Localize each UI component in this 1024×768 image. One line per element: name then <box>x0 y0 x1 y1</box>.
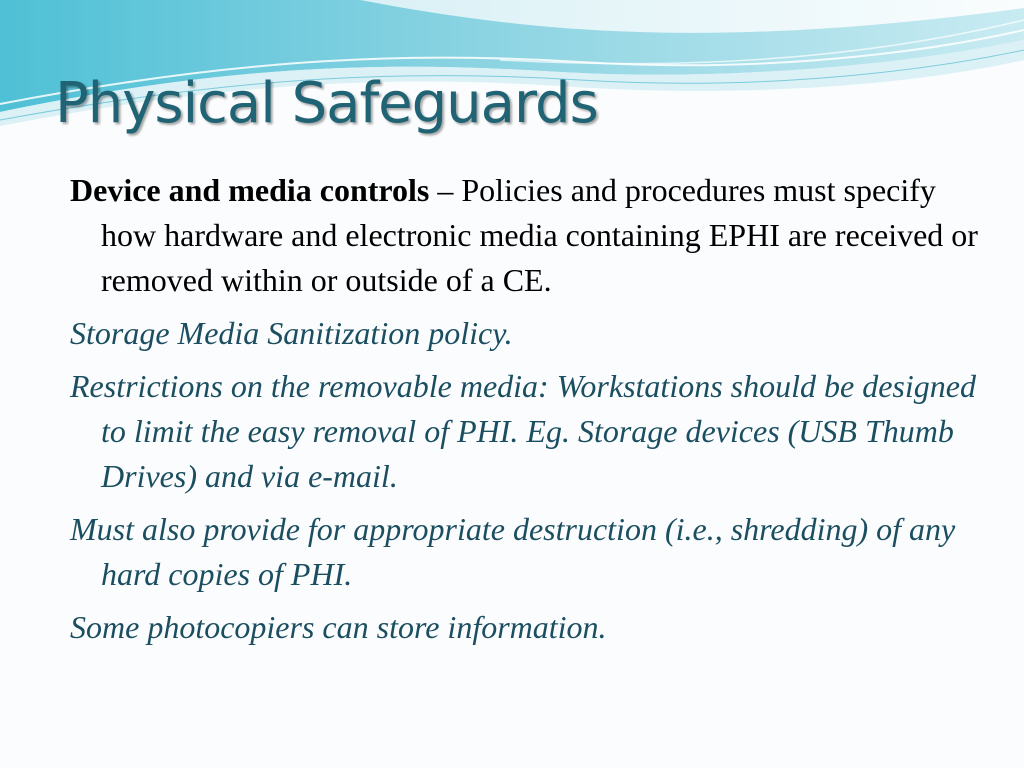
paragraph-storage-sanitization: Storage Media Sanitization policy. <box>70 315 513 351</box>
slide-content <box>70 168 990 658</box>
paragraph-device-media-controls <box>70 168 990 303</box>
paragraph-term: Device and media controls <box>70 172 430 208</box>
paragraph-destruction: Must also provide for appropriate destruction (i.e., shredding) of any hard copies of PHI. <box>70 511 956 592</box>
paragraph-removable-media: Restrictions on the removable media: Workstations should be designed to limit the easy removal of PHI. Eg. Storage devices (USB Thumb Drives) and via e-mail. <box>70 368 976 494</box>
slide-title: Physical Safeguards <box>55 71 598 136</box>
term-separator: – <box>429 172 462 208</box>
paragraph-text: Policies and procedures must specify how hardware and electronic media containing EPHI are received or removed within or outside of a CE. <box>101 172 978 298</box>
paragraph-photocopiers: Some photocopiers can store information. <box>70 609 607 645</box>
